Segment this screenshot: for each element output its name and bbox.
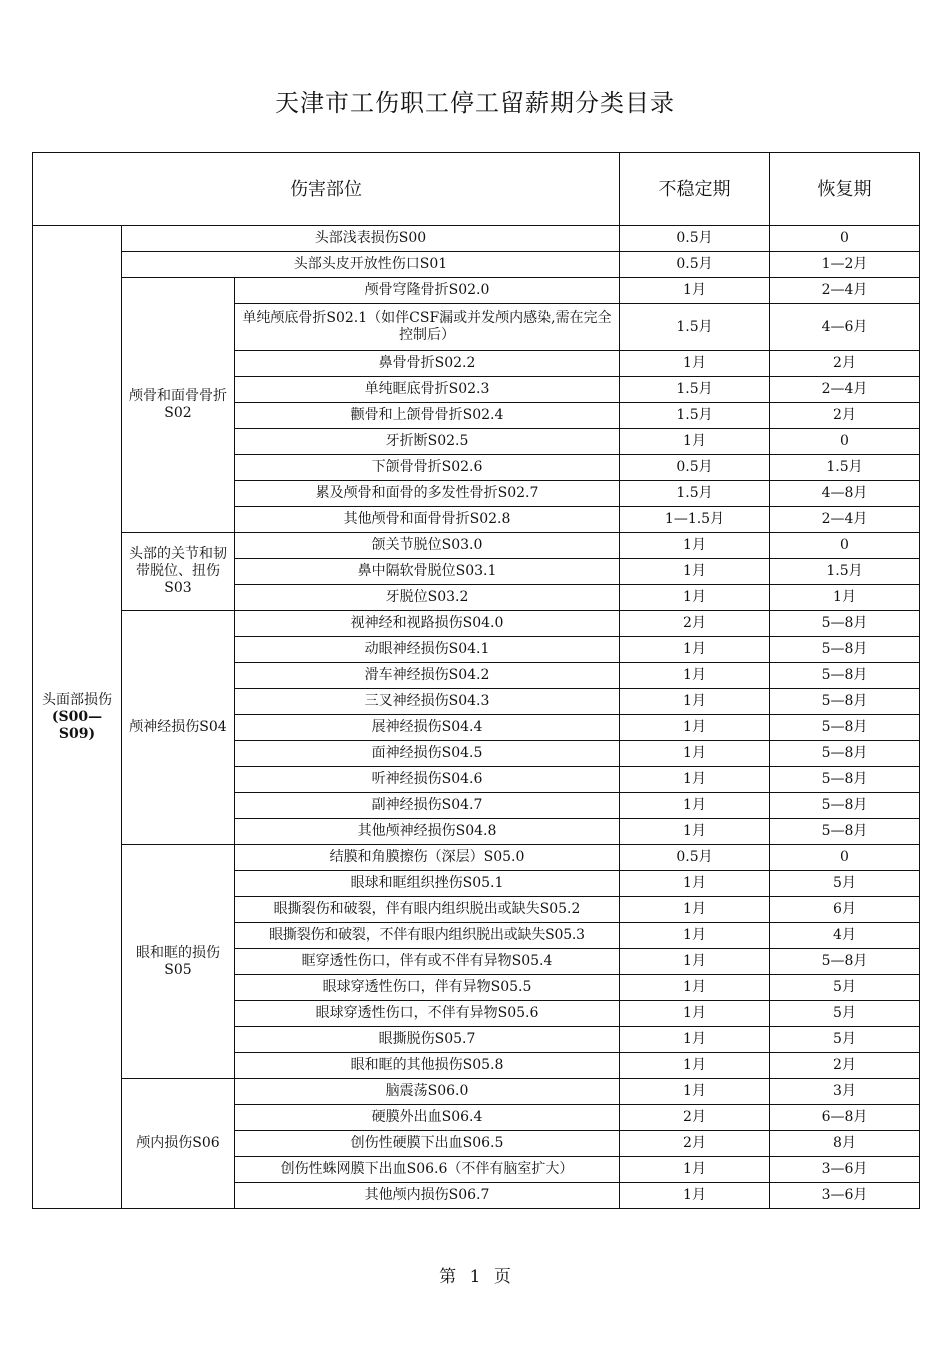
recovery-period: 3—6月 <box>770 1157 920 1183</box>
unstable-period: 1月 <box>620 663 770 689</box>
unstable-period: 0.5月 <box>620 252 770 278</box>
recovery-period: 5—8月 <box>770 819 920 845</box>
unstable-period: 1月 <box>620 278 770 304</box>
unstable-period: 1月 <box>620 1157 770 1183</box>
recovery-period: 5月 <box>770 975 920 1001</box>
injury-name: 眶穿透性伤口，伴有或不伴有异物S05.4 <box>235 949 620 975</box>
injury-name: 眼球和眶组织挫伤S05.1 <box>235 871 620 897</box>
recovery-period: 0 <box>770 845 920 871</box>
page-title: 天津市工伤职工停工留薪期分类目录 <box>275 89 675 117</box>
group-label: 颅内损伤S06 <box>122 1079 235 1209</box>
injury-name: 三叉神经损伤S04.3 <box>235 689 620 715</box>
recovery-period: 4—8月 <box>770 481 920 507</box>
recovery-period: 1月 <box>770 585 920 611</box>
injury-name: 鼻中隔软骨脱位S03.1 <box>235 559 620 585</box>
injury-name: 脑震荡S06.0 <box>235 1079 620 1105</box>
injury-name: 滑车神经损伤S04.2 <box>235 663 620 689</box>
recovery-period: 4—6月 <box>770 304 920 351</box>
unstable-period: 1月 <box>620 533 770 559</box>
injury-name: 眼和眶的其他损伤S05.8 <box>235 1053 620 1079</box>
injury-name: 头部头皮开放性伤口S01 <box>122 252 620 278</box>
unstable-period: 1月 <box>620 559 770 585</box>
recovery-period: 2月 <box>770 1053 920 1079</box>
injury-name: 创伤性蛛网膜下出血S06.6（不伴有脑室扩大） <box>235 1157 620 1183</box>
injury-name: 颌关节脱位S03.0 <box>235 533 620 559</box>
recovery-period: 5—8月 <box>770 637 920 663</box>
classification-table <box>32 152 920 1209</box>
injury-name: 眼球穿透性伤口，不伴有异物S05.6 <box>235 1001 620 1027</box>
region-label: 头面部损伤 <box>42 691 112 708</box>
footer-prefix: 第 <box>439 1267 457 1287</box>
recovery-period: 0 <box>770 226 920 252</box>
injury-name: 累及颅骨和面骨的多发性骨折S02.7 <box>235 481 620 507</box>
table-header-row <box>33 153 920 226</box>
region-code: (S00—S09) <box>51 708 103 742</box>
injury-name: 单纯颅底骨折S02.1（如伴CSF漏或并发颅内感染,需在完全控制后） <box>235 304 620 351</box>
unstable-period: 1月 <box>620 351 770 377</box>
recovery-period: 5—8月 <box>770 793 920 819</box>
injury-name: 单纯眶底骨折S02.3 <box>235 377 620 403</box>
recovery-period: 5—8月 <box>770 689 920 715</box>
injury-name: 颅骨穹隆骨折S02.0 <box>235 278 620 304</box>
recovery-period: 5—8月 <box>770 767 920 793</box>
recovery-period: 0 <box>770 429 920 455</box>
table-row <box>33 1079 920 1105</box>
group-label: 头部的关节和韧带脱位、扭伤S03 <box>122 533 235 611</box>
unstable-period: 1月 <box>620 715 770 741</box>
unstable-period: 1月 <box>620 1001 770 1027</box>
injury-name: 动眼神经损伤S04.1 <box>235 637 620 663</box>
recovery-period: 2—4月 <box>770 377 920 403</box>
unstable-period: 1月 <box>620 793 770 819</box>
recovery-period: 5月 <box>770 871 920 897</box>
injury-name: 其他颅内损伤S06.7 <box>235 1183 620 1209</box>
recovery-period: 2—4月 <box>770 278 920 304</box>
unstable-period: 0.5月 <box>620 455 770 481</box>
recovery-period: 2—4月 <box>770 507 920 533</box>
injury-name: 牙折断S02.5 <box>235 429 620 455</box>
page-footer <box>0 1262 950 1287</box>
recovery-period: 1—2月 <box>770 252 920 278</box>
recovery-period: 8月 <box>770 1131 920 1157</box>
region-cell <box>33 226 122 1209</box>
group-label: 颅骨和面骨骨折S02 <box>122 278 235 533</box>
recovery-period: 0 <box>770 533 920 559</box>
injury-name: 视神经和视路损伤S04.0 <box>235 611 620 637</box>
unstable-period: 1.5月 <box>620 481 770 507</box>
recovery-period: 2月 <box>770 403 920 429</box>
recovery-period: 3月 <box>770 1079 920 1105</box>
recovery-period: 5月 <box>770 1027 920 1053</box>
unstable-period: 1月 <box>620 819 770 845</box>
injury-name: 面神经损伤S04.5 <box>235 741 620 767</box>
table-row <box>33 611 920 637</box>
header-recovery: 恢复期 <box>770 153 920 226</box>
injury-name: 下颌骨骨折S02.6 <box>235 455 620 481</box>
injury-name: 其他颅神经损伤S04.8 <box>235 819 620 845</box>
injury-name: 头部浅表损伤S00 <box>122 226 620 252</box>
unstable-period: 1月 <box>620 689 770 715</box>
injury-name: 创伤性硬膜下出血S06.5 <box>235 1131 620 1157</box>
injury-name: 结膜和角膜擦伤（深层）S05.0 <box>235 845 620 871</box>
injury-name: 眼撕裂伤和破裂，不伴有眼内组织脱出或缺失S05.3 <box>235 923 620 949</box>
recovery-period: 3—6月 <box>770 1183 920 1209</box>
unstable-period: 1月 <box>620 1053 770 1079</box>
injury-name: 硬膜外出血S06.4 <box>235 1105 620 1131</box>
injury-name: 展神经损伤S04.4 <box>235 715 620 741</box>
recovery-period: 5—8月 <box>770 741 920 767</box>
table-row <box>33 845 920 871</box>
injury-name: 听神经损伤S04.6 <box>235 767 620 793</box>
recovery-period: 1.5月 <box>770 559 920 585</box>
table-row <box>33 533 920 559</box>
injury-name: 鼻骨骨折S02.2 <box>235 351 620 377</box>
unstable-period: 1.5月 <box>620 304 770 351</box>
unstable-period: 2月 <box>620 1105 770 1131</box>
injury-name: 副神经损伤S04.7 <box>235 793 620 819</box>
unstable-period: 1月 <box>620 767 770 793</box>
unstable-period: 1—1.5月 <box>620 507 770 533</box>
unstable-period: 2月 <box>620 611 770 637</box>
recovery-period: 4月 <box>770 923 920 949</box>
unstable-period: 1月 <box>620 637 770 663</box>
recovery-period: 5—8月 <box>770 715 920 741</box>
unstable-period: 1月 <box>620 429 770 455</box>
recovery-period: 1.5月 <box>770 455 920 481</box>
unstable-period: 1月 <box>620 1183 770 1209</box>
injury-name: 其他颅骨和面骨骨折S02.8 <box>235 507 620 533</box>
unstable-period: 1月 <box>620 897 770 923</box>
recovery-period: 2月 <box>770 351 920 377</box>
table-row <box>33 226 920 252</box>
group-label: 颅神经损伤S04 <box>122 611 235 845</box>
unstable-period: 1月 <box>620 1079 770 1105</box>
unstable-period: 2月 <box>620 1131 770 1157</box>
unstable-period: 1.5月 <box>620 403 770 429</box>
unstable-period: 1月 <box>620 975 770 1001</box>
injury-name: 眼球穿透性伤口，伴有异物S05.5 <box>235 975 620 1001</box>
group-label: 眼和眶的损伤S05 <box>122 845 235 1079</box>
unstable-period: 1月 <box>620 1027 770 1053</box>
unstable-period: 1月 <box>620 923 770 949</box>
header-part: 伤害部位 <box>33 153 620 226</box>
injury-name: 颧骨和上颌骨骨折S02.4 <box>235 403 620 429</box>
footer-suffix: 页 <box>493 1267 511 1287</box>
recovery-period: 5—8月 <box>770 949 920 975</box>
unstable-period: 0.5月 <box>620 226 770 252</box>
recovery-period: 6月 <box>770 897 920 923</box>
unstable-period: 1月 <box>620 741 770 767</box>
unstable-period: 0.5月 <box>620 845 770 871</box>
unstable-period: 1.5月 <box>620 377 770 403</box>
header-unstable: 不稳定期 <box>620 153 770 226</box>
injury-name: 牙脱位S03.2 <box>235 585 620 611</box>
recovery-period: 6—8月 <box>770 1105 920 1131</box>
table-row <box>33 252 920 278</box>
injury-name: 眼撕裂伤和破裂，伴有眼内组织脱出或缺失S05.2 <box>235 897 620 923</box>
injury-name: 眼撕脱伤S05.7 <box>235 1027 620 1053</box>
unstable-period: 1月 <box>620 585 770 611</box>
unstable-period: 1月 <box>620 871 770 897</box>
recovery-period: 5月 <box>770 1001 920 1027</box>
unstable-period: 1月 <box>620 949 770 975</box>
recovery-period: 5—8月 <box>770 611 920 637</box>
page-number: 1 <box>469 1267 481 1287</box>
table-row <box>33 278 920 304</box>
recovery-period: 5—8月 <box>770 663 920 689</box>
